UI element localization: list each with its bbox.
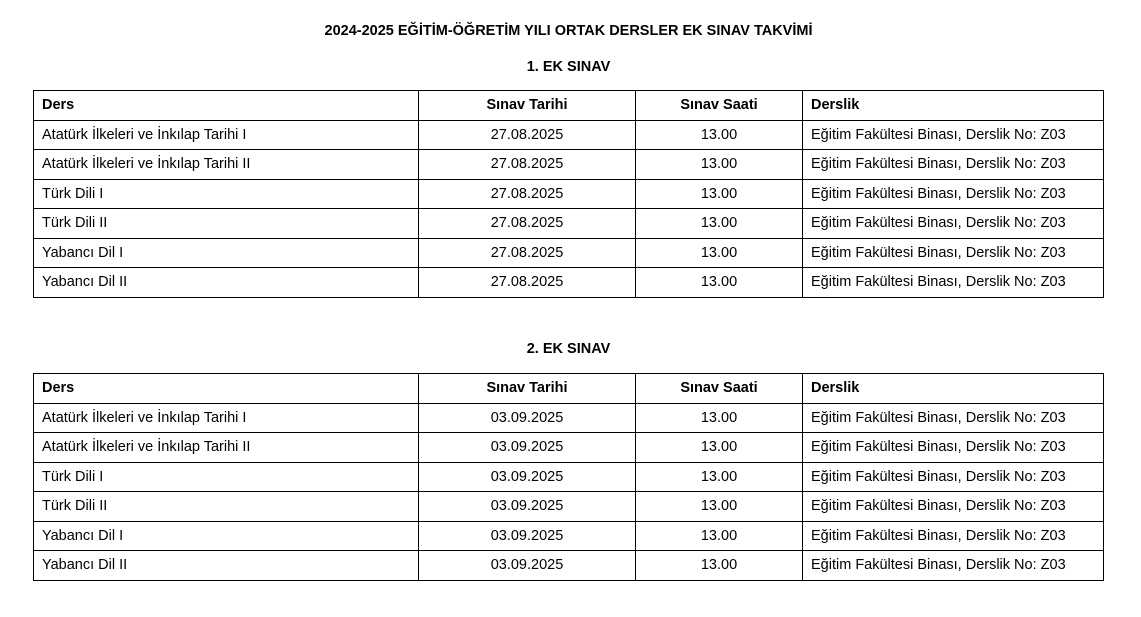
cell-saat: 13.00 [636, 150, 803, 180]
table-row [34, 433, 1104, 463]
cell-derslik: Eğitim Fakültesi Binası, Derslik No: Z03 [803, 551, 1104, 581]
table-row [34, 150, 1104, 180]
cell-derslik: Eğitim Fakültesi Binası, Derslik No: Z03 [803, 150, 1104, 180]
cell-tarih: 03.09.2025 [419, 521, 636, 551]
column-header-derslik: Derslik [803, 374, 1104, 404]
cell-tarih: 27.08.2025 [419, 150, 636, 180]
cell-derslik: Eğitim Fakültesi Binası, Derslik No: Z03 [803, 238, 1104, 268]
table-row [34, 238, 1104, 268]
column-header-ders: Ders [34, 91, 419, 121]
column-header-derslik: Derslik [803, 91, 1104, 121]
cell-ders: Yabancı Dil I [34, 521, 419, 551]
table-row [34, 209, 1104, 239]
cell-tarih: 27.08.2025 [419, 209, 636, 239]
table-header-row [34, 91, 1104, 121]
cell-saat: 13.00 [636, 403, 803, 433]
cell-tarih: 27.08.2025 [419, 179, 636, 209]
cell-ders: Yabancı Dil II [34, 551, 419, 581]
table-row [34, 120, 1104, 150]
table-row [34, 179, 1104, 209]
table-header-row [34, 374, 1104, 404]
cell-saat: 13.00 [636, 492, 803, 522]
cell-tarih: 03.09.2025 [419, 403, 636, 433]
cell-derslik: Eğitim Fakültesi Binası, Derslik No: Z03 [803, 120, 1104, 150]
cell-ders: Yabancı Dil I [34, 238, 419, 268]
section-title-first-exam: 1. EK SINAV [526, 59, 611, 75]
cell-derslik: Eğitim Fakültesi Binası, Derslik No: Z03 [803, 403, 1104, 433]
cell-tarih: 03.09.2025 [419, 492, 636, 522]
column-header-saat: Sınav Saati [636, 374, 803, 404]
table-row [34, 462, 1104, 492]
cell-saat: 13.00 [636, 238, 803, 268]
column-header-tarih: Sınav Tarihi [419, 374, 636, 404]
cell-saat: 13.00 [636, 179, 803, 209]
cell-tarih: 03.09.2025 [419, 551, 636, 581]
cell-derslik: Eğitim Fakültesi Binası, Derslik No: Z03 [803, 462, 1104, 492]
section-title-second-exam: 2. EK SINAV [526, 341, 611, 357]
cell-tarih: 03.09.2025 [419, 462, 636, 492]
cell-ders: Türk Dili II [34, 492, 419, 522]
cell-ders: Yabancı Dil II [34, 268, 419, 298]
exam-table-first [33, 90, 1104, 298]
cell-saat: 13.00 [636, 551, 803, 581]
cell-saat: 13.00 [636, 433, 803, 463]
table-row [34, 403, 1104, 433]
column-header-saat: Sınav Saati [636, 91, 803, 121]
cell-ders: Atatürk İlkeleri ve İnkılap Tarihi I [34, 120, 419, 150]
cell-ders: Atatürk İlkeleri ve İnkılap Tarihi II [34, 150, 419, 180]
cell-ders: Türk Dili I [34, 179, 419, 209]
cell-ders: Atatürk İlkeleri ve İnkılap Tarihi II [34, 433, 419, 463]
cell-saat: 13.00 [636, 268, 803, 298]
cell-derslik: Eğitim Fakültesi Binası, Derslik No: Z03 [803, 209, 1104, 239]
table-row [34, 492, 1104, 522]
cell-ders: Atatürk İlkeleri ve İnkılap Tarihi I [34, 403, 419, 433]
cell-tarih: 03.09.2025 [419, 433, 636, 463]
cell-derslik: Eğitim Fakültesi Binası, Derslik No: Z03 [803, 179, 1104, 209]
cell-derslik: Eğitim Fakültesi Binası, Derslik No: Z03 [803, 521, 1104, 551]
exam-table-second [33, 373, 1104, 581]
cell-ders: Türk Dili I [34, 462, 419, 492]
cell-ders: Türk Dili II [34, 209, 419, 239]
cell-tarih: 27.08.2025 [419, 268, 636, 298]
cell-derslik: Eğitim Fakültesi Binası, Derslik No: Z03 [803, 492, 1104, 522]
table-row [34, 521, 1104, 551]
table-row [34, 268, 1104, 298]
cell-saat: 13.00 [636, 462, 803, 492]
cell-saat: 13.00 [636, 209, 803, 239]
cell-derslik: Eğitim Fakültesi Binası, Derslik No: Z03 [803, 433, 1104, 463]
cell-saat: 13.00 [636, 120, 803, 150]
cell-saat: 13.00 [636, 521, 803, 551]
cell-tarih: 27.08.2025 [419, 238, 636, 268]
table-row [34, 551, 1104, 581]
document-title: 2024-2025 EĞİTİM-ÖĞRETİM YILI ORTAK DERSLER EK SINAV TAKVİMİ [324, 23, 813, 39]
cell-tarih: 27.08.2025 [419, 120, 636, 150]
cell-derslik: Eğitim Fakültesi Binası, Derslik No: Z03 [803, 268, 1104, 298]
column-header-tarih: Sınav Tarihi [419, 91, 636, 121]
column-header-ders: Ders [34, 374, 419, 404]
